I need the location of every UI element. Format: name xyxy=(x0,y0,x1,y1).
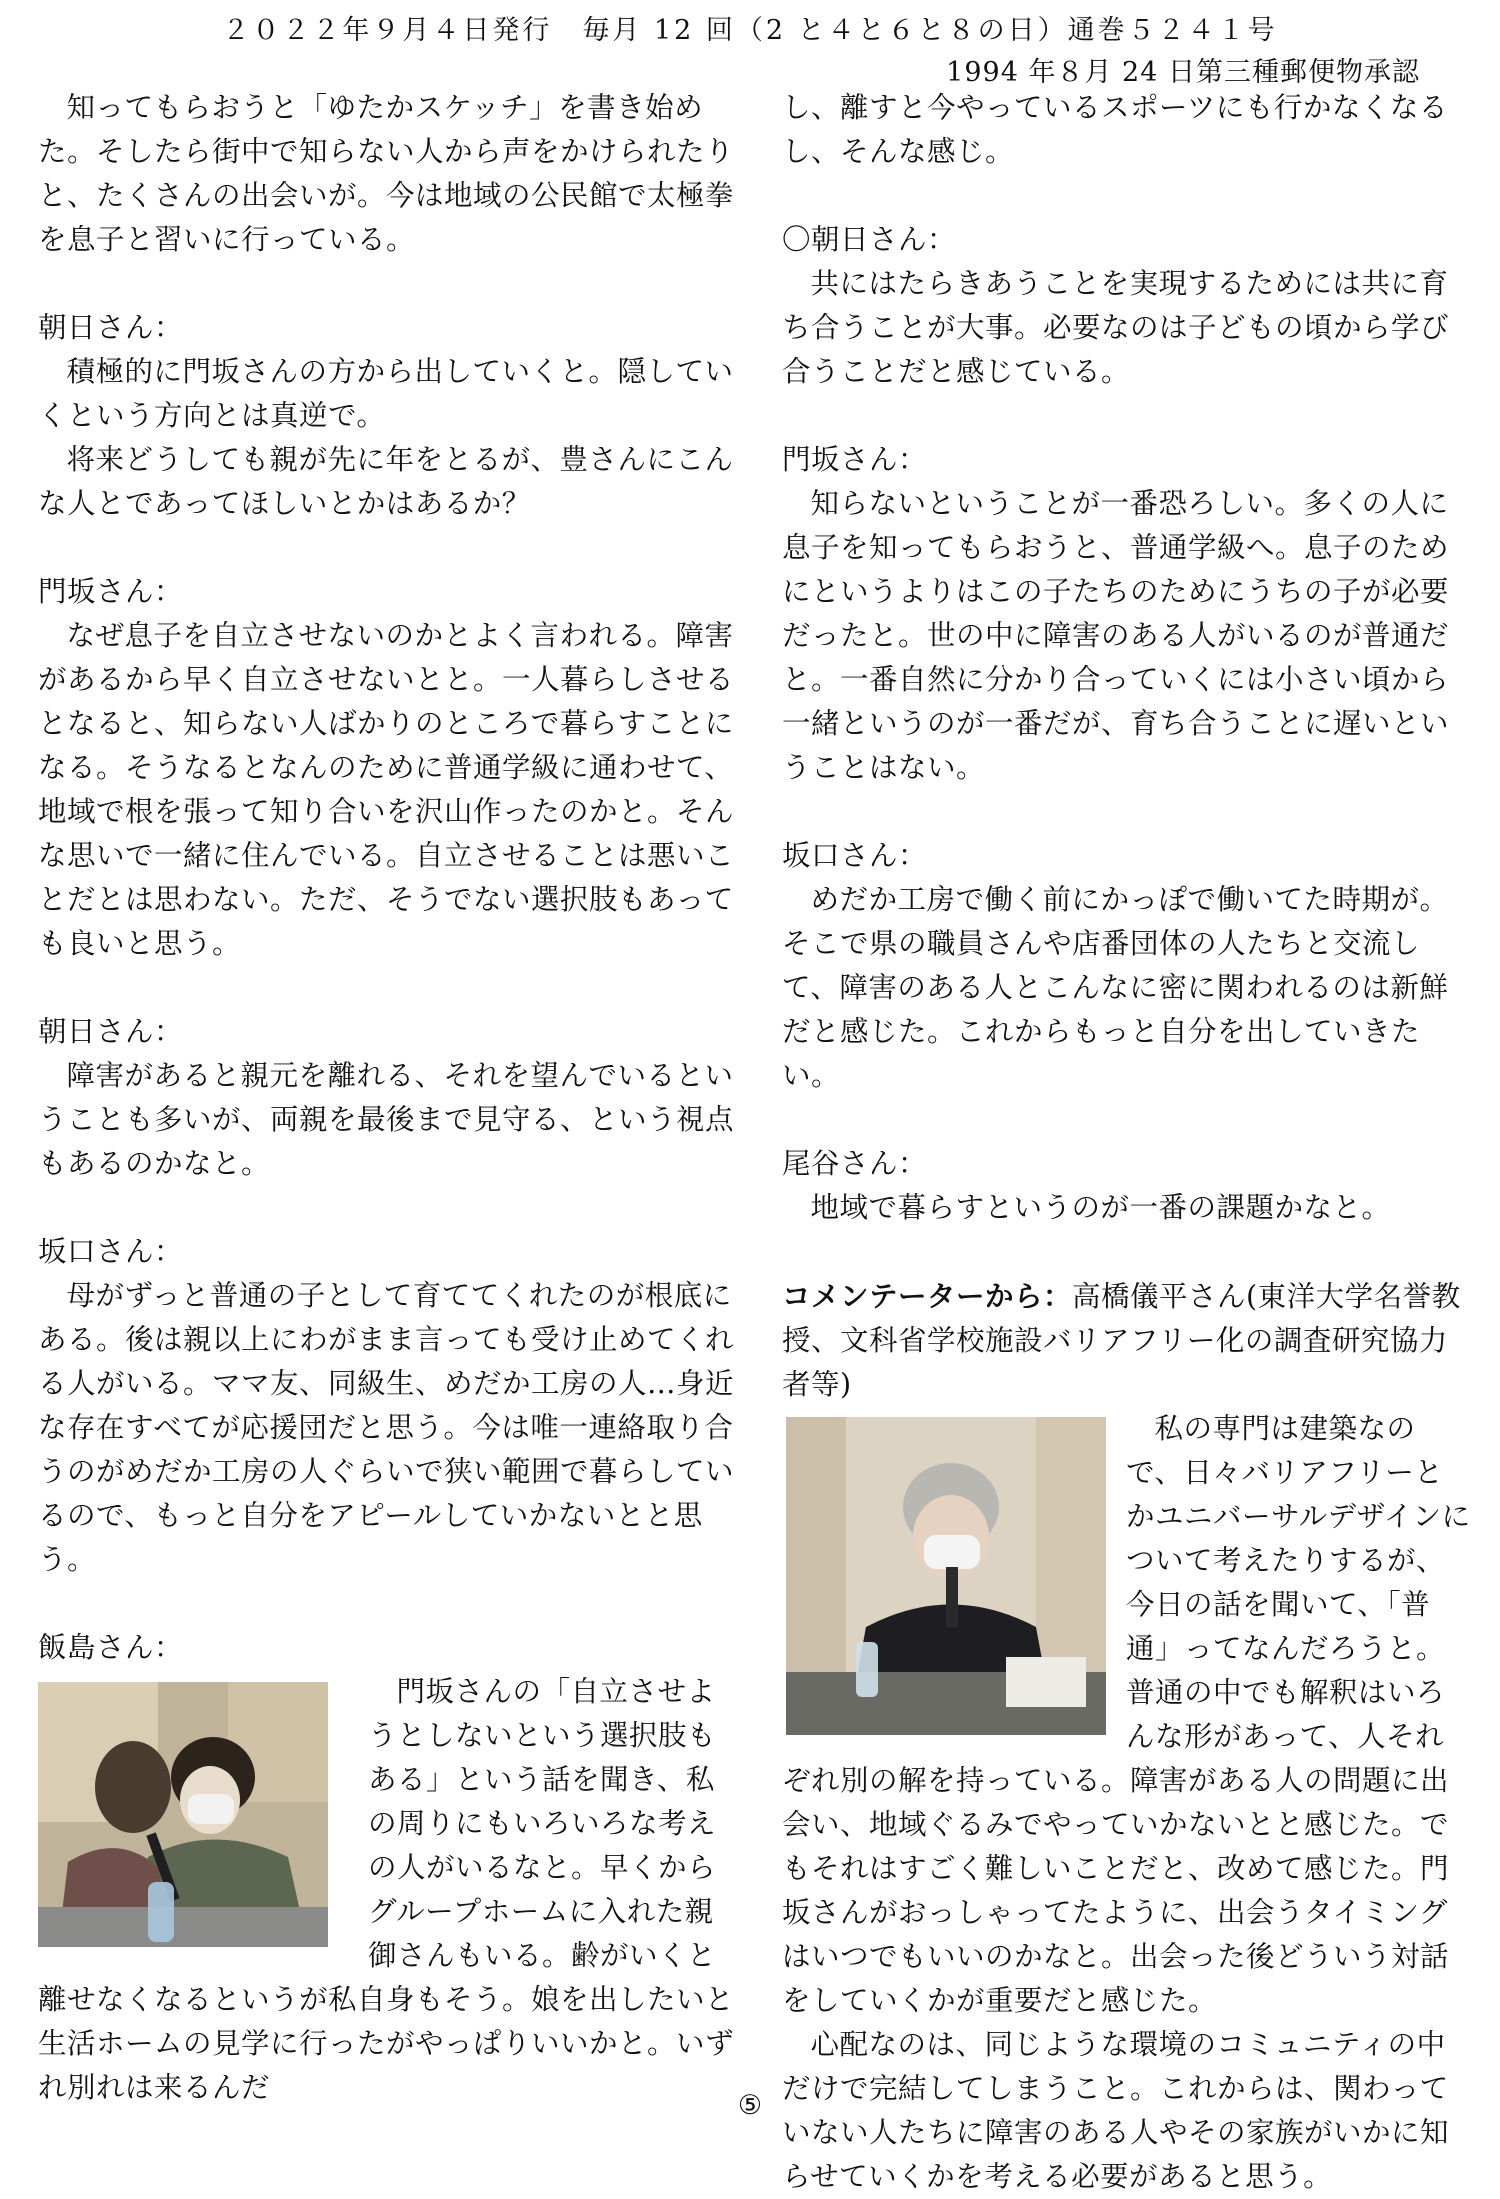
speaker-name: 坂口さん： xyxy=(38,1235,184,1268)
paragraph: 門坂さんの「自立させようとしないという選択肢もある」という話を聞き、私の周りにもいろいろな考えの人がいるなと。早くからグループホームに入れた親御さんもいる。齢がいくと離せなくなるというが私自身もそう。娘を出したいと生活ホームの見学に行ったがやっぱりいいかと。いずれ別れは来るんだ xyxy=(38,1675,735,2104)
commentator-heading xyxy=(782,1274,1472,1407)
paragraph: めだか工房で働く前にかっぽで働いてた時期が。そこで県の職員さんや店番団体の人たちと交流して、障害のある人とこんなに密に関われるのは新鮮だと感じた。これからもっと自分を出していきたい。 xyxy=(782,883,1449,1092)
commentator-label: コメンテーターから： xyxy=(782,1279,1073,1313)
text-block xyxy=(782,86,1472,174)
speaker-block-kadosaka xyxy=(782,438,1472,790)
speaker-name: 朝日さん： xyxy=(38,1015,184,1048)
speaker-name: 門坂さん： xyxy=(782,443,928,476)
text-block xyxy=(38,86,738,262)
paragraph: 積極的に門坂さんの方から出していくと。隠していくという方向とは真逆で。 xyxy=(38,355,734,432)
right-column xyxy=(782,86,1472,2199)
paragraph: 地域で暮らすというのが一番の課題かなと。 xyxy=(810,1191,1391,1224)
photo-illustration xyxy=(38,1682,328,1947)
speaker-name: 門坂さん： xyxy=(38,575,184,608)
speaker-name: 〇朝日さん： xyxy=(782,223,957,256)
speaker-name: 坂口さん： xyxy=(782,839,928,872)
paragraph: 私の専門は建築なので、日々バリアフリーとかユニバーサルデザインについて考えたりするが、今日の話を聞いて、「普通」ってなんだろうと。普通の中でも解釈はいろんな形があって、人それぞれ別の解を持っている。障害がある人の問題に出会い、地域ぐるみでやっていかないとと感じた。でもそれはすごく難しいことだと、改めて感じた。門坂さんがおっしゃってたように、出会うタイミングはいつでもいいのかなと。出会った後どういう対話をしていくかが重要だと感じた。 xyxy=(782,1412,1471,2017)
speaker-block-asahi xyxy=(38,306,738,526)
photo-illustration xyxy=(786,1417,1106,1735)
speaker-block-sakaguchi xyxy=(782,834,1472,1098)
paragraph: 知らないということが一番恐ろしい。多くの人に息子を知ってもらおうと、普通学級へ。息子のためにというよりはこの子たちのためにうちの子が必要だったと。世の中に障害のある人がいるのが普通だと。一番自然に分かり合っていくには小さい頃から一緒というのが一番だが、育ち合うことに遅いということはない。 xyxy=(782,487,1450,784)
commentator-name: 高橋儀平さん(東洋大学名誉教授、文科省学校施設バリアフリー化の調査研究協力者等) xyxy=(782,1280,1461,1401)
paragraph: 共にはたらきあうことを実現するためには共に育ち合うことが大事。必要なのは子どもの頃から学び合うことだと感じている。 xyxy=(782,267,1450,388)
page-number: ⑤ xyxy=(737,2090,763,2121)
left-column xyxy=(38,86,738,2110)
paragraph: 障害があると親元を離れる、それを望んでいるということも多いが、両親を最後まで見守る、という視点もあるのかなと。 xyxy=(38,1059,735,1180)
paragraph: 母がずっと普通の子として育ててくれたのが根底にある。後は親以上にわがまま言っても受け止めてくれる人がいる。ママ友、同級生、めだか工房の人…身近な存在すべてが応援団だと思う。今は唯一連絡取り合うのがめだか工房の人ぐらいで狭い範囲で暮らしているので、もっと自分をアピールしていかないとと思う。 xyxy=(38,1279,735,1576)
speaker-name: 尾谷さん： xyxy=(782,1147,928,1180)
postal-approval-line: 1994 年８月 24 日第三種郵便物承認 xyxy=(946,57,1420,88)
speaker-photo xyxy=(38,1682,328,1947)
commentator-photo xyxy=(786,1417,1106,1735)
speaker-block-sakaguchi xyxy=(38,1230,738,1582)
paragraph: 知ってもらおうと「ゆたかスケッチ」を書き始めた。そしたら街中で知らない人から声をかけられたりと、たくさんの出会いが。今は地域の公民館で太極拳を息子と習いに行っている。 xyxy=(38,91,735,256)
speaker-block-kadosaka xyxy=(38,570,738,966)
speaker-block-asahi xyxy=(782,218,1472,394)
speaker-block-oya xyxy=(782,1142,1472,1230)
speaker-block-iijima xyxy=(38,1626,738,2110)
paragraph: 将来どうしても親が先に年をとるが、豊さんにこんな人とであってほしいとかはあるか？ xyxy=(38,443,734,520)
speaker-name: 朝日さん： xyxy=(38,311,184,344)
paragraph: なぜ息子を自立させないのかとよく言われる。障害があるから早く自立させないとと。一人暮らしさせるとなると、知らない人ばかりのところで暮らすことになる。そうなるとなんのために普通学級に通わせて、地域で根を張って知り合いを沢山作ったのかと。そんな思いで一緒に住んでいる。自立させることは悪いことだとは思わない。ただ、そうでない選択肢もあっても良いと思う。 xyxy=(38,619,735,960)
speaker-block-asahi xyxy=(38,1010,738,1186)
issue-header: ２０２２年９月４日発行 毎月 12 回（2 と４と６と８の日）通巻５２４１号 xyxy=(222,15,1278,46)
speaker-name: 飯島さん： xyxy=(38,1631,184,1664)
paragraph-continued: し、離すと今やっているスポーツにも行かなくなるし、そんな感じ。 xyxy=(782,91,1448,168)
commentator-block xyxy=(782,1274,1472,2199)
paragraph: 心配なのは、同じような環境のコミュニティの中だけで完結してしまうこと。これからは、関わっていない人たちに障害のある人やその家族がいかに知らせていくかを考える必要があると思う。 xyxy=(782,2028,1450,2193)
